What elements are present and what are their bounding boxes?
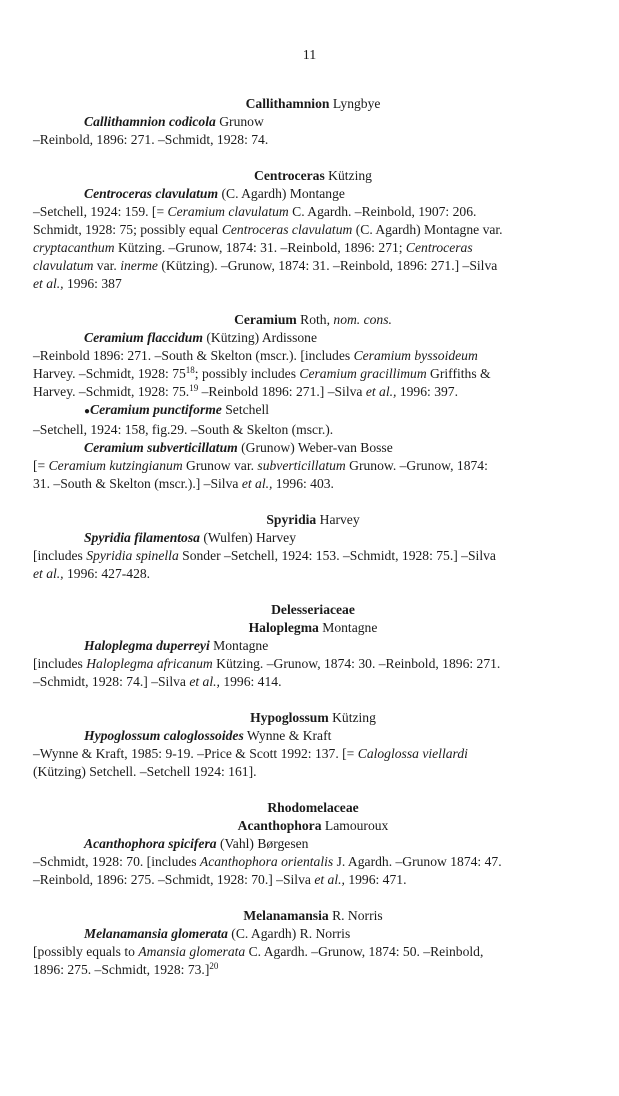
genus-author: Harvey [319,512,360,527]
ref-taxon: Ceramium byssoideum [353,348,478,363]
species-name: Haloplegma duperreyi [84,638,210,653]
reference-line: (Kützing) Setchell. –Setchell 1924: 161]. [33,764,257,779]
ref-text: –Wynne & Kraft, 1985: 9-19. –Price & Scott 1992: 137. [= [33,746,358,761]
ref-taxon: clavulatum [33,258,94,273]
genus-author: R. Norris [332,908,383,923]
ref-text: 1996: 471. [344,872,407,887]
genus-heading [33,619,593,637]
genus-name: Melanamansia [243,908,329,923]
species-name: Ceramium subverticillatum [84,440,238,455]
ref-text: –Reinbold, 1896: 275. –Schmidt, 1928: 70.] –Silva [33,872,315,887]
ref-text: Sonder –Setchell, 1924: 153. –Schmidt, 1928: 75.] –Silva [178,548,496,563]
species-name: Hypoglossum caloglossoides [84,728,244,743]
ref-taxon: cryptacanthum [33,240,115,255]
ref-text: [includes [33,656,87,671]
species-line [33,401,593,421]
entry-rhodomelaceae [33,799,593,889]
reference-line [33,257,593,275]
ref-etal: et al., [189,674,220,689]
reference-line: –Reinbold, 1896: 271. –Schmidt, 1928: 74. [33,132,269,147]
bullet-icon: ● [84,406,91,417]
ref-taxon: Centroceras [405,240,473,255]
genus-name: Ceramium [234,312,297,327]
ref-text: 1996: 403. [272,476,334,491]
ref-etal: et al., [33,566,64,581]
ref-text: Kützing. –Grunow, 1874: 31. –Reinbold, 1896: 271; [114,240,406,255]
ref-text: 1996: 427-428. [63,566,151,581]
genus-heading [33,95,593,113]
ref-taxon: Ceramium kutzingianum [48,458,183,473]
ref-text: –Schmidt, 1928: 70. [includes [33,854,200,869]
species-line [33,727,593,745]
species-line [33,439,593,457]
entry-callithamnion [33,95,593,149]
ref-text: Harvey. –Schmidt, 1928: 75. [33,384,190,399]
species-line [33,113,593,131]
species-author: (C. Agardh) R. Norris [231,926,351,941]
genus-heading [33,511,593,529]
ref-text: 1996: 414. [219,674,282,689]
reference-line [33,475,593,493]
reference-line [33,853,593,871]
reference-line [33,565,593,583]
ref-text: Griffiths & [426,366,491,381]
ref-text: 1996: 387 [63,276,122,291]
footnote-marker: 18 [185,365,195,375]
ref-taxon: Ceramium clavulatum [167,204,289,219]
species-name: Callithamnion codicola [84,114,216,129]
species-name: Melanamansia glomerata [84,926,228,941]
ref-text: var. [93,258,121,273]
ref-text: ; possibly includes [194,366,300,381]
ref-etal: et al., [241,476,273,491]
ref-etal: et al., [314,872,345,887]
reference-line [33,961,593,979]
species-line [33,925,593,943]
entry-melanamansia [33,907,593,979]
genus-author: Montagne [322,620,378,635]
ref-text: 1896: 275. –Schmidt, 1928: 73.] [33,962,210,977]
reference-line [33,275,593,293]
ref-text: C. Agardh. –Reinbold, 1907: 206. [288,204,477,219]
reference-line [33,457,593,475]
reference-line [33,655,593,673]
reference-line [33,239,593,257]
reference-line [33,383,593,401]
ref-text: 31. –South & Skelton (mscr.).] –Silva [33,476,242,491]
species-name: Spyridia filamentosa [84,530,200,545]
ref-taxon: Amansia glomerata [138,944,246,959]
species-author: Setchell [225,402,270,417]
reference-line [33,347,593,365]
ref-taxon: Caloglossa viellardi [357,746,468,761]
species-line [33,329,593,347]
family-heading: Delesseriaceae [271,602,355,617]
entry-ceramium [33,311,593,493]
genus-heading [33,311,593,329]
entry-delesseriaceae [33,601,593,691]
genus-name: Haloplegma [248,620,319,635]
footnote-marker: 20 [209,961,219,971]
species-author: (C. Agardh) Montange [221,186,345,201]
ref-taxon: subverticillatum [257,458,346,473]
ref-text: –Reinbold 1896: 271. –South & Skelton (mscr.). [includes [33,348,354,363]
genus-name: Acanthophora [237,818,322,833]
reference-line [33,745,593,763]
species-line [33,185,593,203]
genus-name: Callithamnion [245,96,330,111]
genus-author: Lyngbye [332,96,381,111]
ref-text: Harvey. –Schmidt, 1928: 75 [33,366,186,381]
entry-spyridia [33,511,593,583]
species-author: (Vahl) Børgesen [219,836,309,851]
genus-author: Roth, [300,312,334,327]
species-author: (Wulfen) Harvey [203,530,297,545]
ref-taxon: Centroceras clavulatum [221,222,353,237]
genus-name: Hypoglossum [250,710,329,725]
ref-text: Kützing. –Grunow, 1874: 30. –Reinbold, 1896: 271. [212,656,501,671]
ref-text: –Schmidt, 1928: 74.] –Silva [33,674,190,689]
genus-heading [33,709,593,727]
species-name: Ceramium punctiforme [90,402,222,417]
ref-taxon: Haloplegma africanum [86,656,213,671]
ref-text: C. Agardh. –Grunow, 1874: 50. –Reinbold, [245,944,484,959]
ref-text: [includes [33,548,87,563]
ref-etal: et al., [33,276,64,291]
ref-text: –Setchell, 1924: 159. [= [33,204,168,219]
ref-text: [= [33,458,49,473]
family-heading: Rhodomelaceae [267,800,359,815]
species-line [33,637,593,655]
entry-centroceras [33,167,593,293]
ref-text: (Kützing). –Grunow, 1874: 31. –Reinbold, 1896: 271.] –Silva [157,258,498,273]
reference-line [33,221,593,239]
species-name: Acanthophora spicifera [84,836,217,851]
footnote-marker: 19 [189,383,199,393]
species-author: (Kützing) Ardissone [206,330,317,345]
genus-name: Spyridia [266,512,317,527]
species-name: Ceramium flaccidum [84,330,203,345]
genus-author: Kützing [332,710,376,725]
reference-line [33,203,593,221]
reference-line [33,547,593,565]
page-number: 11 [302,48,317,63]
species-name: Centroceras clavulatum [84,186,219,201]
genus-author-note: nom. cons. [333,312,392,327]
reference-line [33,943,593,961]
genus-heading [33,167,593,185]
ref-text: –Reinbold 1896: 271.] –Silva [198,384,366,399]
genus-author: Kützing [328,168,372,183]
genus-author: Lamouroux [324,818,389,833]
genus-name: Centroceras [254,168,325,183]
ref-taxon: inerme [120,258,158,273]
genus-heading [33,907,593,925]
genus-heading [33,817,593,835]
ref-text: Grunow. –Grunow, 1874: [345,458,488,473]
species-author: (Grunow) Weber-van Bosse [241,440,393,455]
reference-line [33,871,593,889]
page-content [33,95,593,979]
species-author: Montagne [213,638,269,653]
reference-line [33,673,593,691]
ref-taxon: Acanthophora orientalis [199,854,334,869]
ref-taxon: Ceramium gracillimum [299,366,427,381]
reference-line [33,365,593,383]
species-author: Grunow [219,114,264,129]
reference-line: –Setchell, 1924: 158, fig.29. –South & Skelton (mscr.). [33,422,334,437]
species-line [33,529,593,547]
species-line [33,835,593,853]
ref-text: [possibly equals to [33,944,139,959]
ref-taxon: Spyridia spinella [86,548,179,563]
ref-text: J. Agardh. –Grunow 1874: 47. [333,854,502,869]
entry-hypoglossum [33,709,593,781]
ref-etal: et al., [365,384,397,399]
ref-text: 1996: 397. [396,384,458,399]
species-author: Wynne & Kraft [246,728,332,743]
ref-text: (C. Agardh) Montagne var. [352,222,503,237]
ref-text: Grunow var. [182,458,258,473]
ref-text: Schmidt, 1928: 75; possibly equal [33,222,222,237]
